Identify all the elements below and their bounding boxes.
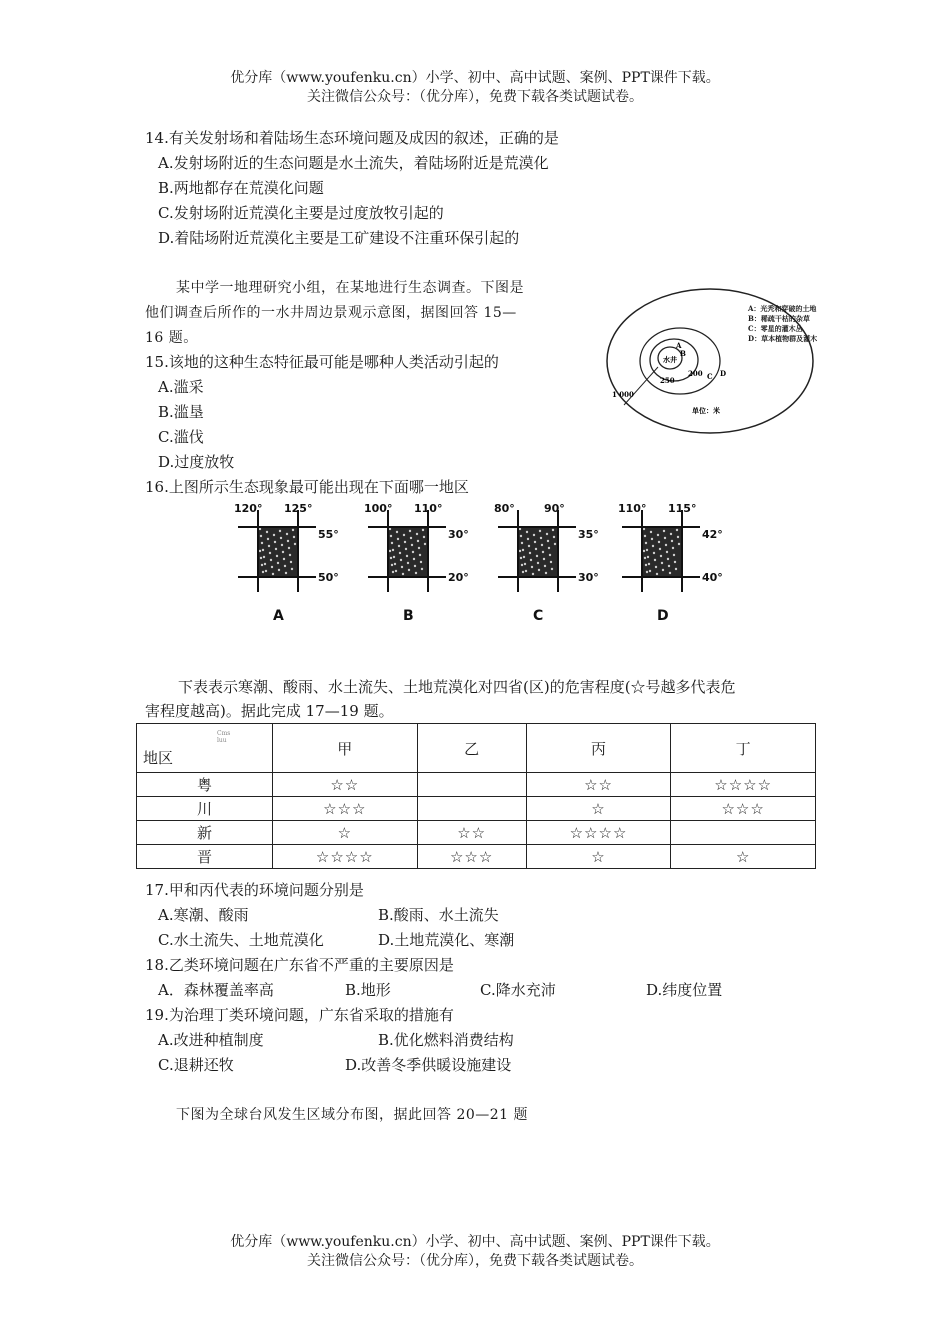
speckle-dot bbox=[665, 544, 667, 546]
table-row bbox=[137, 773, 816, 797]
speckle-dot bbox=[291, 568, 293, 570]
speckle-dot bbox=[550, 561, 552, 563]
speckle-dot bbox=[404, 541, 406, 543]
rating-cell: ☆☆ bbox=[417, 821, 526, 845]
speckle-dot bbox=[547, 540, 549, 542]
rating-cell: ☆☆ bbox=[526, 773, 671, 797]
intro15-line-2: 他们调查后所作的一水井周边景观示意图，据图回答 15— bbox=[145, 305, 517, 321]
speckle-dot bbox=[520, 557, 522, 559]
speckle-dot bbox=[293, 536, 295, 538]
q14-option-d: D.着陆场附近荒漠化主要是工矿建设不注重环保引起的 bbox=[158, 229, 520, 247]
speckle-dot bbox=[646, 549, 648, 551]
speckle-dot bbox=[292, 529, 294, 531]
speckle-dot bbox=[418, 547, 420, 549]
speckle-dot bbox=[523, 556, 525, 558]
speckle-dot bbox=[290, 561, 292, 563]
speckle-dot bbox=[397, 538, 399, 540]
speckle-dot bbox=[273, 534, 275, 536]
speckle-dot bbox=[549, 554, 551, 556]
speckle-dot bbox=[667, 558, 669, 560]
speckle-dot bbox=[646, 571, 648, 573]
speckle-dot bbox=[645, 564, 647, 566]
speckle-dot bbox=[531, 566, 533, 568]
speckle-dot bbox=[408, 569, 410, 571]
speckle-dot bbox=[261, 564, 263, 566]
speckle-dot bbox=[519, 550, 521, 552]
speckle-dot bbox=[419, 554, 421, 556]
intro15-line-3: 16 题。 bbox=[145, 330, 198, 346]
speckle-dot bbox=[260, 535, 262, 537]
well-label: 水井 bbox=[663, 355, 677, 364]
map-letter: A bbox=[273, 608, 284, 624]
speckle-dot bbox=[283, 558, 285, 560]
col-header: 丙 bbox=[526, 724, 671, 773]
speckle-dot bbox=[278, 569, 280, 571]
corner-tiny-2: luu bbox=[217, 737, 227, 744]
ring-a-label: A bbox=[676, 341, 682, 350]
speckle-dot bbox=[413, 558, 415, 560]
speckle-dot bbox=[668, 565, 670, 567]
speckle-dot bbox=[533, 534, 535, 536]
legend-item: D：草本植物群及灌木 bbox=[748, 334, 818, 343]
speckle-dot bbox=[521, 564, 523, 566]
table-header-row bbox=[137, 724, 816, 773]
region-cell: 川 bbox=[137, 797, 273, 821]
speckle-dot bbox=[412, 551, 414, 553]
speckle-dot bbox=[280, 537, 282, 539]
speckle-dot bbox=[554, 543, 556, 545]
q15-option-b: B.滥垦 bbox=[158, 403, 204, 421]
speckle-dot bbox=[288, 547, 290, 549]
speckle-dot bbox=[403, 534, 405, 536]
speckle-dot bbox=[289, 554, 291, 556]
speckle-dot bbox=[534, 541, 536, 543]
speckle-dot bbox=[648, 563, 650, 565]
rating-cell: ☆☆ bbox=[273, 773, 418, 797]
speckle-dot bbox=[655, 566, 657, 568]
q14-option-c: C.发射场附近荒漠化主要是过度放牧引起的 bbox=[158, 204, 444, 222]
speckle-dot bbox=[656, 573, 658, 575]
speckle-dot bbox=[401, 566, 403, 568]
speckle-dot bbox=[643, 528, 645, 530]
table-row bbox=[137, 821, 816, 845]
speckle-dot bbox=[262, 571, 264, 573]
ring-c-label: C bbox=[707, 372, 713, 381]
lat-top-label: 55° bbox=[318, 528, 339, 541]
q18-option-a: A．森林覆盖率高 bbox=[158, 981, 274, 999]
speckle-dot bbox=[527, 538, 529, 540]
rating-cell: ☆☆☆ bbox=[273, 797, 418, 821]
speckle-dot bbox=[677, 536, 679, 538]
speckle-dot bbox=[670, 533, 672, 535]
speckle-dot bbox=[390, 535, 392, 537]
speckle-dot bbox=[659, 548, 661, 550]
speckle-dot bbox=[645, 542, 647, 544]
speckle-dot bbox=[260, 557, 262, 559]
speckle-dot bbox=[392, 549, 394, 551]
lat-bottom-label: 40° bbox=[702, 571, 723, 584]
ring-b-label: B bbox=[680, 349, 686, 358]
speckle-dot bbox=[277, 562, 279, 564]
speckle-dot bbox=[654, 559, 656, 561]
speckle-dot bbox=[524, 563, 526, 565]
eco-legend bbox=[748, 304, 817, 344]
speckle-dot bbox=[542, 551, 544, 553]
q17-stem: 17.甲和丙代表的环境问题分别是 bbox=[145, 881, 364, 899]
speckle-dot bbox=[399, 552, 401, 554]
speckle-dot bbox=[536, 555, 538, 557]
region-cell: 粤 bbox=[137, 773, 273, 797]
q15-option-a: A.滥采 bbox=[158, 378, 204, 396]
speckle-dot bbox=[390, 557, 392, 559]
speckle-dot bbox=[393, 556, 395, 558]
corner-tiny-1: Cms bbox=[217, 730, 231, 737]
speckle-dot bbox=[424, 543, 426, 545]
speckle-dot bbox=[269, 552, 271, 554]
rating-cell: ☆☆☆☆ bbox=[273, 845, 418, 869]
ring-200-label: 200 bbox=[688, 369, 703, 378]
rating-cell: ☆☆☆☆ bbox=[526, 821, 671, 845]
speckle-dot bbox=[643, 550, 645, 552]
lon-right-label: 115° bbox=[668, 502, 697, 515]
q18-option-c: C.降水充沛 bbox=[480, 981, 556, 999]
rating-cell bbox=[417, 773, 526, 797]
map-a bbox=[228, 500, 353, 625]
speckle-dot bbox=[675, 568, 677, 570]
speckle-dot bbox=[647, 556, 649, 558]
speckle-dot bbox=[391, 564, 393, 566]
q17-option-c: C.水土流失、土地荒漠化 bbox=[158, 931, 324, 949]
rating-cell bbox=[417, 797, 526, 821]
lon-left-label: 100° bbox=[364, 502, 393, 515]
intro17-line-1: 下表表示寒潮、酸雨、水土流失、土地荒漠化对四省(区)的危害程度(☆号越多代表危 bbox=[178, 678, 736, 696]
speckle-dot bbox=[658, 541, 660, 543]
speckle-dot bbox=[551, 568, 553, 570]
lon-right-label: 110° bbox=[414, 502, 443, 515]
q19-option-c: C.退耕还牧 bbox=[158, 1056, 234, 1074]
speckle-dot bbox=[528, 545, 530, 547]
q17-option-a: A.寒潮、酸雨 bbox=[158, 906, 249, 924]
speckle-dot bbox=[520, 535, 522, 537]
q18-option-d: D.纬度位置 bbox=[646, 981, 723, 999]
speckle-dot bbox=[259, 550, 261, 552]
speckle-dot bbox=[644, 557, 646, 559]
speckle-dot bbox=[276, 555, 278, 557]
intro17-line-2: 害程度越高)。据此完成 17—19 题。 bbox=[145, 702, 394, 720]
speckle-dot bbox=[662, 569, 664, 571]
speckle-dot bbox=[671, 540, 673, 542]
speckle-dot bbox=[530, 559, 532, 561]
speckle-dot bbox=[281, 544, 283, 546]
speckle-dot bbox=[661, 562, 663, 564]
speckle-dot bbox=[396, 531, 398, 533]
speckle-dot bbox=[678, 543, 680, 545]
speckle-dot bbox=[420, 561, 422, 563]
speckle-dot bbox=[548, 547, 550, 549]
speckle-dot bbox=[414, 565, 416, 567]
rating-cell: ☆☆☆ bbox=[671, 797, 816, 821]
speckle-dot bbox=[398, 545, 400, 547]
speckle-dot bbox=[539, 530, 541, 532]
lat-bottom-label: 50° bbox=[318, 571, 339, 584]
legend-item: B：稀疏干枯的杂草 bbox=[748, 314, 810, 323]
speckle-dot bbox=[543, 558, 545, 560]
footer-line-1: 优分库（www.youfenku.cn）小学、初中、高中试题、案例、PPT课件下载。 bbox=[230, 1234, 720, 1250]
map-c bbox=[488, 500, 613, 625]
intro15-line-1: 某中学一地理研究小组，在某地进行生态调查。下图是 bbox=[176, 280, 524, 296]
speckle-dot bbox=[664, 537, 666, 539]
corner-label: 地区 bbox=[143, 749, 174, 767]
lat-bottom-label: 30° bbox=[578, 571, 599, 584]
speckle-dot bbox=[259, 528, 261, 530]
speckle-dot bbox=[415, 572, 417, 574]
legend-item: C：零星的灌木丛 bbox=[748, 324, 803, 333]
speckle-dot bbox=[400, 559, 402, 561]
lat-top-label: 35° bbox=[578, 528, 599, 541]
speckle-dot bbox=[287, 540, 289, 542]
speckle-dot bbox=[267, 538, 269, 540]
ring-250-label: 250 bbox=[660, 376, 675, 385]
speckle-dot bbox=[651, 538, 653, 540]
speckle-dot bbox=[552, 529, 554, 531]
speckle-dot bbox=[270, 559, 272, 561]
header-line-2: 关注微信公众号：（优分库），免费下载各类试题试卷。 bbox=[307, 89, 643, 105]
speckle-dot bbox=[423, 536, 425, 538]
q14-option-b: B.两地都存在荒漠化问题 bbox=[158, 179, 324, 197]
speckle-dot bbox=[674, 561, 676, 563]
lon-right-label: 90° bbox=[544, 502, 565, 515]
speckle-dot bbox=[284, 565, 286, 567]
lon-right-label: 125° bbox=[284, 502, 313, 515]
speckle-dot bbox=[268, 545, 270, 547]
speckle-dot bbox=[535, 548, 537, 550]
speckle-dot bbox=[538, 569, 540, 571]
q19-option-d: D.改善冬季供暖设施建设 bbox=[345, 1056, 512, 1074]
speckle-dot bbox=[272, 573, 274, 575]
speckle-dot bbox=[407, 562, 409, 564]
unit-label: 单位：米 bbox=[692, 406, 720, 415]
speckle-dot bbox=[294, 543, 296, 545]
q17-option-d: D.土地荒漠化、寒潮 bbox=[378, 931, 515, 949]
ring-d-label: D bbox=[720, 369, 727, 378]
map-letter: D bbox=[657, 608, 669, 624]
speckle-dot bbox=[657, 534, 659, 536]
q16-stem: 16.上图所示生态现象最可能出现在下面哪一地区 bbox=[145, 478, 469, 496]
ring-1000-label: 1 000 bbox=[612, 390, 634, 399]
speckle-dot bbox=[392, 571, 394, 573]
q15-option-c: C.滥伐 bbox=[158, 428, 204, 446]
speckle-dot bbox=[389, 550, 391, 552]
map-letter: B bbox=[403, 608, 414, 624]
speckle-dot bbox=[673, 554, 675, 556]
q14-option-a: A.发射场附近的生态问题是水土流失，着陆场附近是荒漠化 bbox=[158, 154, 549, 172]
q19-option-b: B.优化燃料消费结构 bbox=[378, 1031, 514, 1049]
speckle-dot bbox=[521, 542, 523, 544]
speckle-dot bbox=[394, 563, 396, 565]
hazard-table bbox=[136, 723, 816, 869]
table-row bbox=[137, 797, 816, 821]
speckle-dot bbox=[417, 540, 419, 542]
speckle-dot bbox=[526, 531, 528, 533]
rating-cell: ☆ bbox=[273, 821, 418, 845]
speckle-dot bbox=[262, 549, 264, 551]
speckle-dot bbox=[405, 548, 407, 550]
speckle-dot bbox=[274, 541, 276, 543]
map-b bbox=[358, 500, 483, 625]
speckle-dot bbox=[653, 552, 655, 554]
speckle-dot bbox=[391, 542, 393, 544]
speckle-dot bbox=[672, 547, 674, 549]
table-corner-cell bbox=[137, 724, 273, 773]
speckle-dot bbox=[663, 530, 665, 532]
speckle-dot bbox=[540, 537, 542, 539]
rating-cell: ☆ bbox=[526, 845, 671, 869]
speckle-dot bbox=[395, 570, 397, 572]
speckle-dot bbox=[264, 563, 266, 565]
speckle-dot bbox=[410, 537, 412, 539]
speckle-dot bbox=[409, 530, 411, 532]
q18-option-b: B.地形 bbox=[345, 981, 391, 999]
speckle-dot bbox=[519, 528, 521, 530]
region-cell: 晋 bbox=[137, 845, 273, 869]
table-row bbox=[137, 845, 816, 869]
q17-option-b: B.酸雨、水土流失 bbox=[378, 906, 499, 924]
speckle-dot bbox=[261, 542, 263, 544]
speckle-dot bbox=[545, 572, 547, 574]
speckle-dot bbox=[541, 544, 543, 546]
speckle-dot bbox=[544, 565, 546, 567]
rating-cell: ☆ bbox=[526, 797, 671, 821]
lat-top-label: 30° bbox=[448, 528, 469, 541]
q18-stem: 18.乙类环境问题在广东省不严重的主要原因是 bbox=[145, 956, 454, 974]
rating-cell bbox=[671, 821, 816, 845]
lat-top-label: 42° bbox=[702, 528, 723, 541]
speckle-dot bbox=[266, 531, 268, 533]
ring-c bbox=[640, 328, 720, 394]
speckle-dot bbox=[271, 566, 273, 568]
col-header: 乙 bbox=[417, 724, 526, 773]
col-header: 甲 bbox=[273, 724, 418, 773]
rating-cell: ☆☆☆☆ bbox=[671, 773, 816, 797]
lon-left-label: 110° bbox=[618, 502, 647, 515]
speckle-dot bbox=[644, 535, 646, 537]
speckle-dot bbox=[265, 570, 267, 572]
q19-option-a: A.改进种植制度 bbox=[158, 1031, 264, 1049]
speckle-dot bbox=[279, 530, 281, 532]
header-line-1: 优分库（www.youfenku.cn）小学、初中、高中试题、案例、PPT课件下载。 bbox=[230, 70, 720, 86]
speckle-dot bbox=[546, 533, 548, 535]
speckle-dot bbox=[529, 552, 531, 554]
speckle-dot bbox=[286, 533, 288, 535]
speckle-dot bbox=[649, 570, 651, 572]
intro20-line: 下图为全球台风发生区域分布图，据此回答 20—21 题 bbox=[176, 1107, 529, 1123]
lat-bottom-label: 20° bbox=[448, 571, 469, 584]
col-header: 丁 bbox=[671, 724, 816, 773]
rating-cell: ☆ bbox=[671, 845, 816, 869]
legend-item: A：光秃和穿破的土地 bbox=[748, 304, 817, 313]
speckle-dot bbox=[406, 555, 408, 557]
speckle-dot bbox=[421, 568, 423, 570]
q19-stem: 19.为治理丁类环境问题，广东省采取的措施有 bbox=[145, 1006, 454, 1024]
speckle-dot bbox=[416, 533, 418, 535]
speckle-dot bbox=[553, 536, 555, 538]
map-letter: C bbox=[533, 608, 544, 624]
lon-left-label: 80° bbox=[494, 502, 515, 515]
speckle-dot bbox=[652, 545, 654, 547]
q15-stem: 15.该地的这种生态特征最可能是哪种人类活动引起的 bbox=[145, 353, 499, 371]
speckle-dot bbox=[537, 562, 539, 564]
speckle-dot bbox=[411, 544, 413, 546]
map-d bbox=[612, 500, 737, 625]
speckle-dot bbox=[422, 529, 424, 531]
speckle-dot bbox=[282, 551, 284, 553]
lon-left-label: 120° bbox=[234, 502, 263, 515]
rating-cell: ☆☆☆ bbox=[417, 845, 526, 869]
speckle-dot bbox=[522, 549, 524, 551]
speckle-dot bbox=[676, 529, 678, 531]
speckle-dot bbox=[669, 572, 671, 574]
speckle-dot bbox=[522, 571, 524, 573]
speckle-dot bbox=[650, 531, 652, 533]
speckle-dot bbox=[285, 572, 287, 574]
speckle-dot bbox=[263, 556, 265, 558]
speckle-dot bbox=[402, 573, 404, 575]
speckle-dot bbox=[532, 573, 534, 575]
speckle-dot bbox=[389, 528, 391, 530]
region-cell: 新 bbox=[137, 821, 273, 845]
footer-line-2: 关注微信公众号：（优分库），免费下载各类试题试卷。 bbox=[307, 1253, 643, 1269]
speckle-dot bbox=[660, 555, 662, 557]
speckle-dot bbox=[525, 570, 527, 572]
speckle-dot bbox=[666, 551, 668, 553]
q14-stem: 14.有关发射场和着陆场生态环境问题及成因的叙述，正确的是 bbox=[145, 129, 559, 147]
q15-option-d: D.过度放牧 bbox=[158, 453, 235, 471]
speckle-dot bbox=[275, 548, 277, 550]
